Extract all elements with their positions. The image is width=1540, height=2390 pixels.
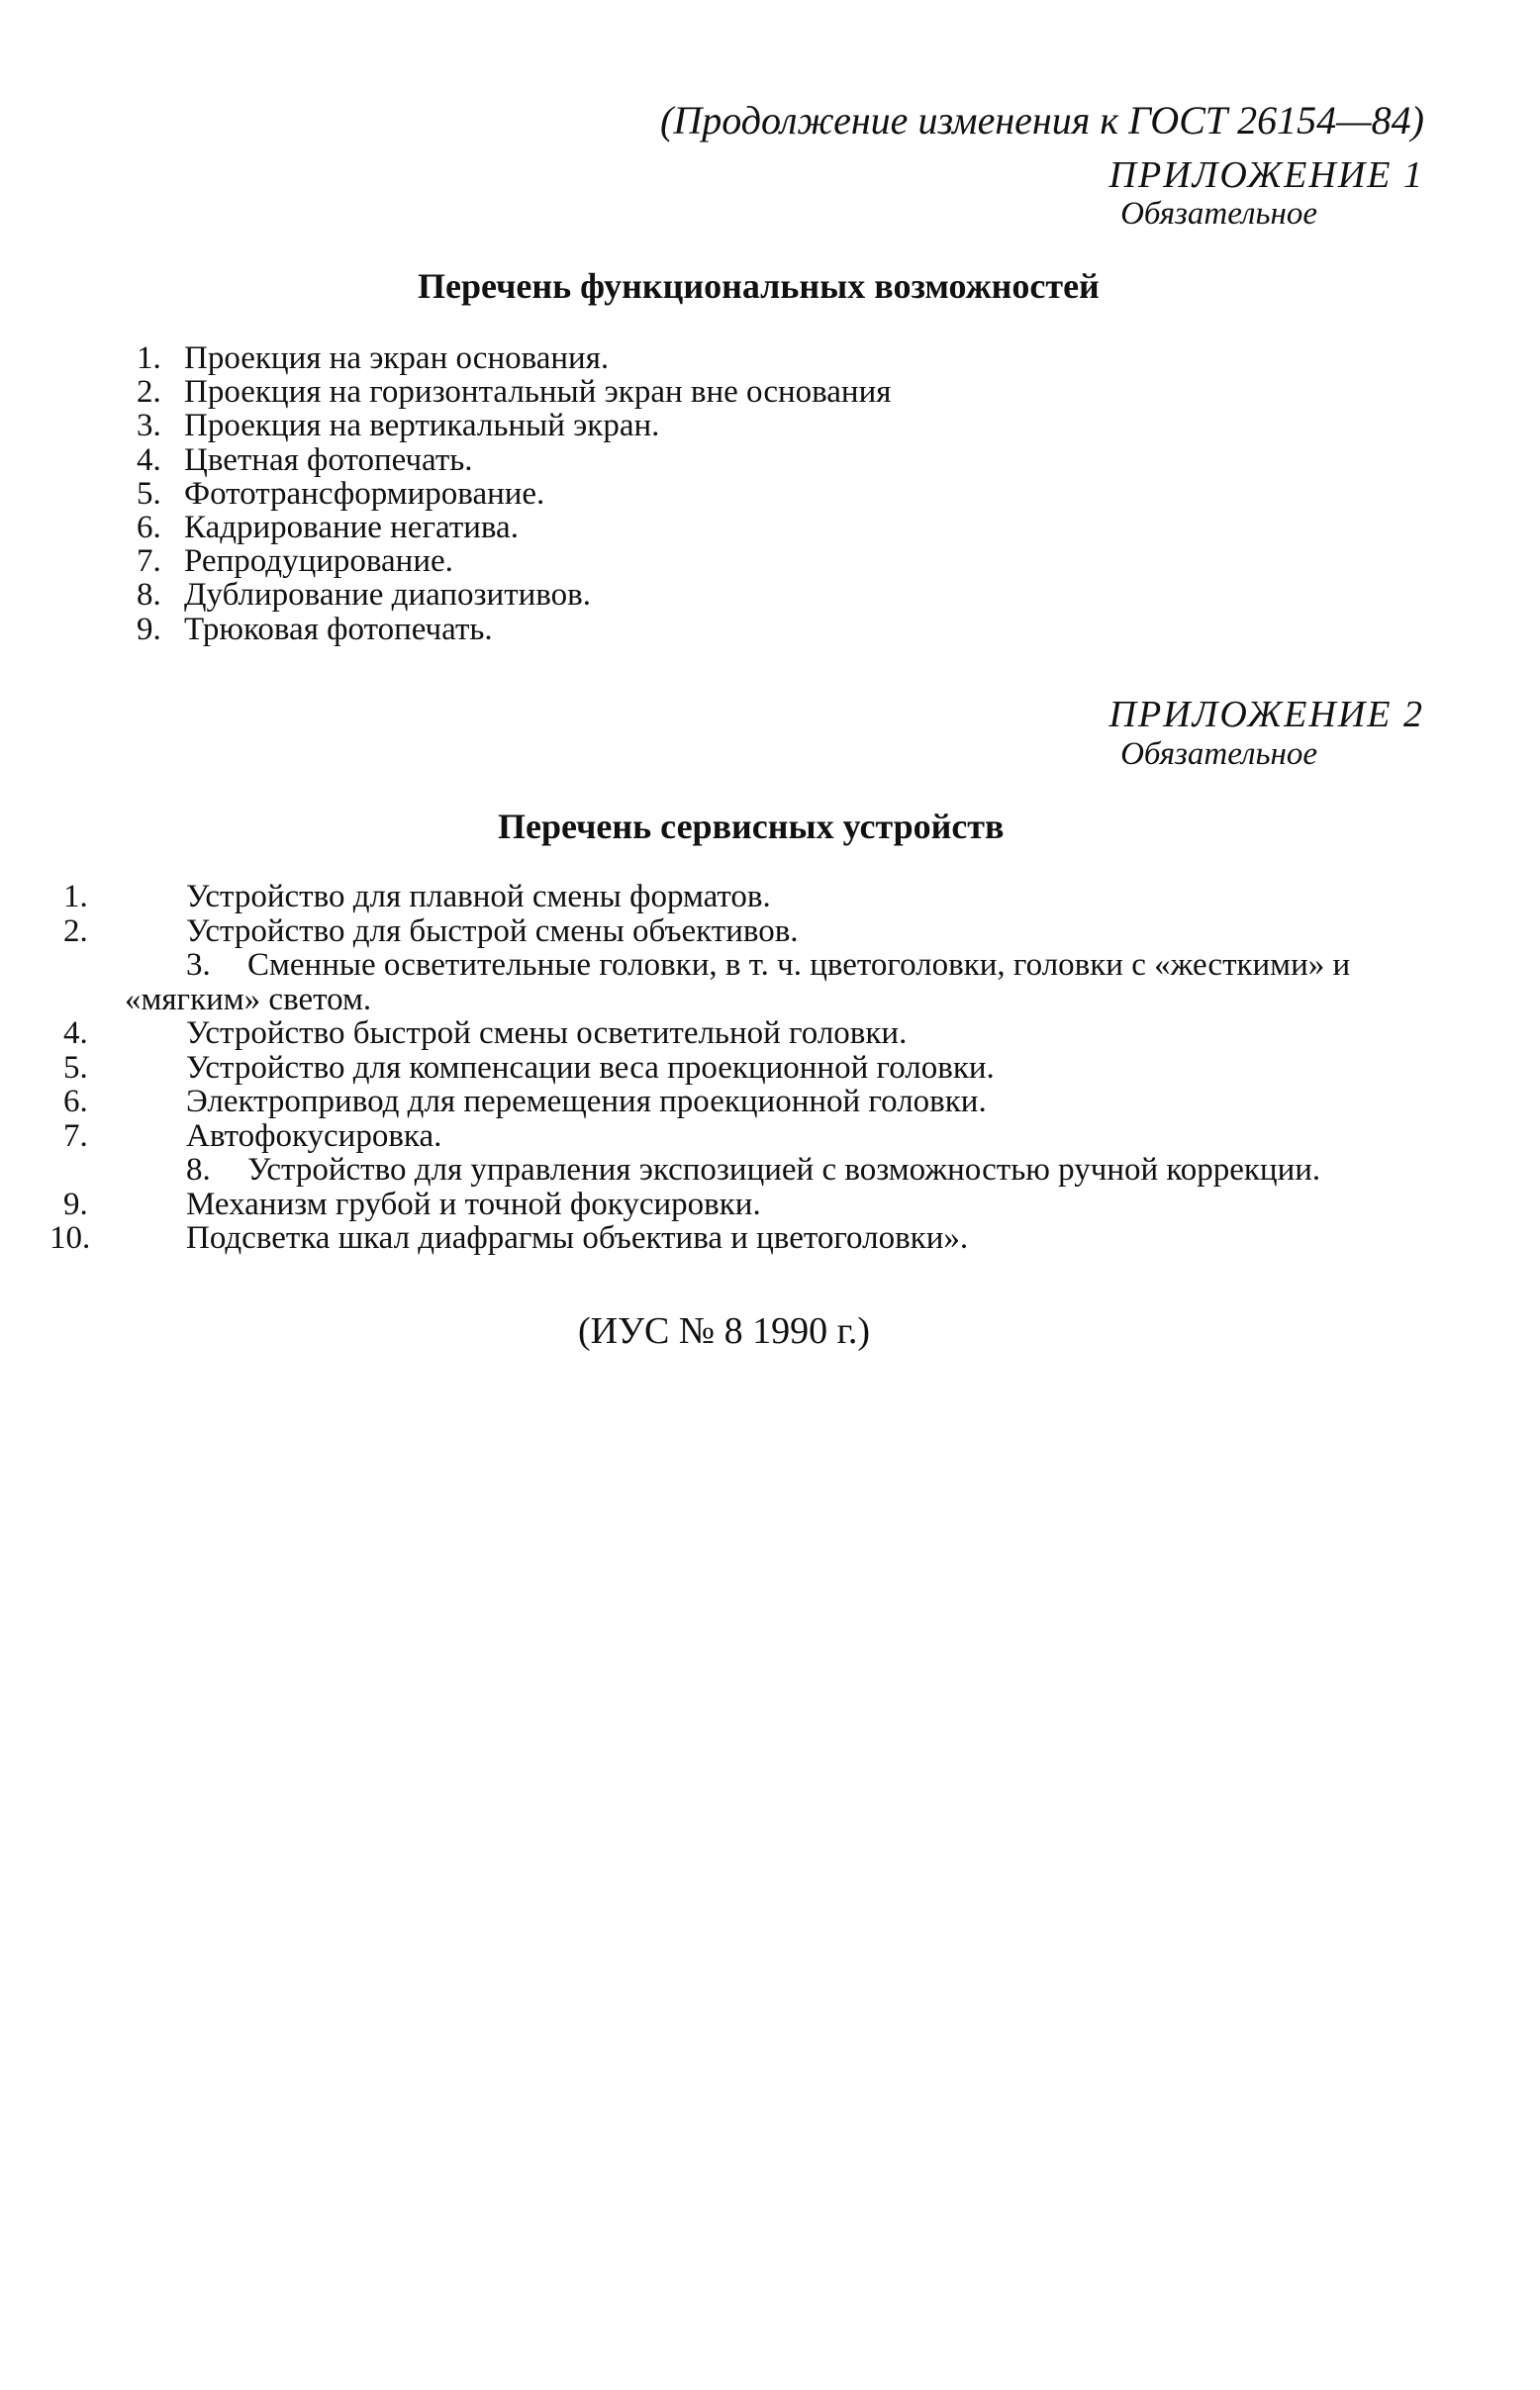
item-text: Репродуцирование. xyxy=(184,543,453,580)
item-text: Автофокусировка. xyxy=(186,1117,442,1154)
appendix-2-status: Обязательное xyxy=(1120,736,1317,772)
list-item xyxy=(63,1015,1421,1051)
list-item xyxy=(137,578,891,612)
list-item xyxy=(137,443,891,477)
list-item xyxy=(63,1117,1421,1154)
publication-reference: (ИУС № 8 1990 г.) xyxy=(578,1310,871,1352)
item-number: 7. xyxy=(137,543,161,580)
list-item xyxy=(63,879,1421,914)
list-item xyxy=(63,1049,1421,1086)
item-number: 8. xyxy=(137,577,161,614)
item-number: 8. xyxy=(186,1152,211,1188)
item-text: Устройство для управления экспозицией с возможностью ручной коррекции. xyxy=(247,1152,1321,1188)
item-text: Проекция на вертикальный экран. xyxy=(184,408,660,444)
list-item xyxy=(137,409,891,442)
list-item xyxy=(137,511,891,544)
item-text: Фототрансформирование. xyxy=(184,475,545,512)
list-item xyxy=(49,1220,1421,1256)
list-item xyxy=(63,1186,1421,1222)
item-number: 5. xyxy=(137,475,161,512)
item-number: 9. xyxy=(137,611,161,647)
item-number: 3. xyxy=(186,947,211,983)
appendix-1-status: Обязательное xyxy=(1120,196,1317,232)
list-item xyxy=(63,1084,1421,1119)
item-text: Подсветка шкал диафрагмы объектива и цветоголовки». xyxy=(186,1220,969,1256)
item-text: Устройство для плавной смены форматов. xyxy=(186,879,771,914)
item-text: Электропривод для перемещения проекционной головки. xyxy=(186,1084,987,1119)
list-item xyxy=(137,544,891,578)
item-text: Проекция на горизонтальный экран вне основания xyxy=(184,374,892,411)
item-number: 1. xyxy=(137,340,161,376)
continuation-note: (Продолжение изменения к ГОСТ 26154—84) xyxy=(660,98,1424,143)
list-item xyxy=(137,375,891,409)
item-text: Устройство для быстрой смены объективов. xyxy=(186,912,799,949)
item-number: 6. xyxy=(137,509,161,545)
list-item xyxy=(63,1153,1421,1188)
item-number: 4. xyxy=(137,441,161,478)
item-text: Устройство быстрой смены осветительной головки. xyxy=(186,1015,908,1051)
item-number: 7. xyxy=(63,1117,88,1154)
item-number: 2. xyxy=(137,374,161,411)
item-number: 2. xyxy=(63,912,88,949)
list-item xyxy=(137,341,891,375)
item-text: Сменные осветительные головки, в т. ч. цветоголовки, головки с «жесткими» и «мягким» светом. xyxy=(125,947,1351,1017)
item-number: 5. xyxy=(63,1049,88,1086)
appendix-1-title: ПРИЛОЖЕНИЕ 1 xyxy=(1108,154,1424,196)
item-text: Трюковая фотопечать. xyxy=(184,611,493,647)
appendix-2-title: ПРИЛОЖЕНИЕ 2 xyxy=(1108,694,1424,735)
item-number: 1. xyxy=(63,879,88,914)
functional-capabilities-list xyxy=(137,341,891,646)
item-text: Кадрирование негатива. xyxy=(184,509,519,545)
item-text: Проекция на экран основания. xyxy=(184,340,610,376)
appendix-2-heading: Перечень сервисных устройств xyxy=(498,807,1005,846)
item-number: 10. xyxy=(49,1220,91,1256)
appendix-1-heading: Перечень функциональных возможностей xyxy=(418,266,1100,306)
service-devices-list xyxy=(49,879,1421,1256)
item-text: Устройство для компенсации веса проекционной головки. xyxy=(186,1049,995,1086)
list-item xyxy=(63,948,1421,1016)
list-item xyxy=(137,477,891,511)
item-number: 6. xyxy=(63,1084,88,1119)
item-text: Дублирование диапозитивов. xyxy=(184,577,591,614)
item-number: 9. xyxy=(63,1186,88,1222)
item-number: 3. xyxy=(137,408,161,444)
item-text: Цветная фотопечать. xyxy=(184,441,473,478)
item-text: Механизм грубой и точной фокусировки. xyxy=(186,1186,761,1222)
list-item xyxy=(63,912,1421,949)
list-item xyxy=(137,613,891,646)
item-number: 4. xyxy=(63,1015,88,1051)
